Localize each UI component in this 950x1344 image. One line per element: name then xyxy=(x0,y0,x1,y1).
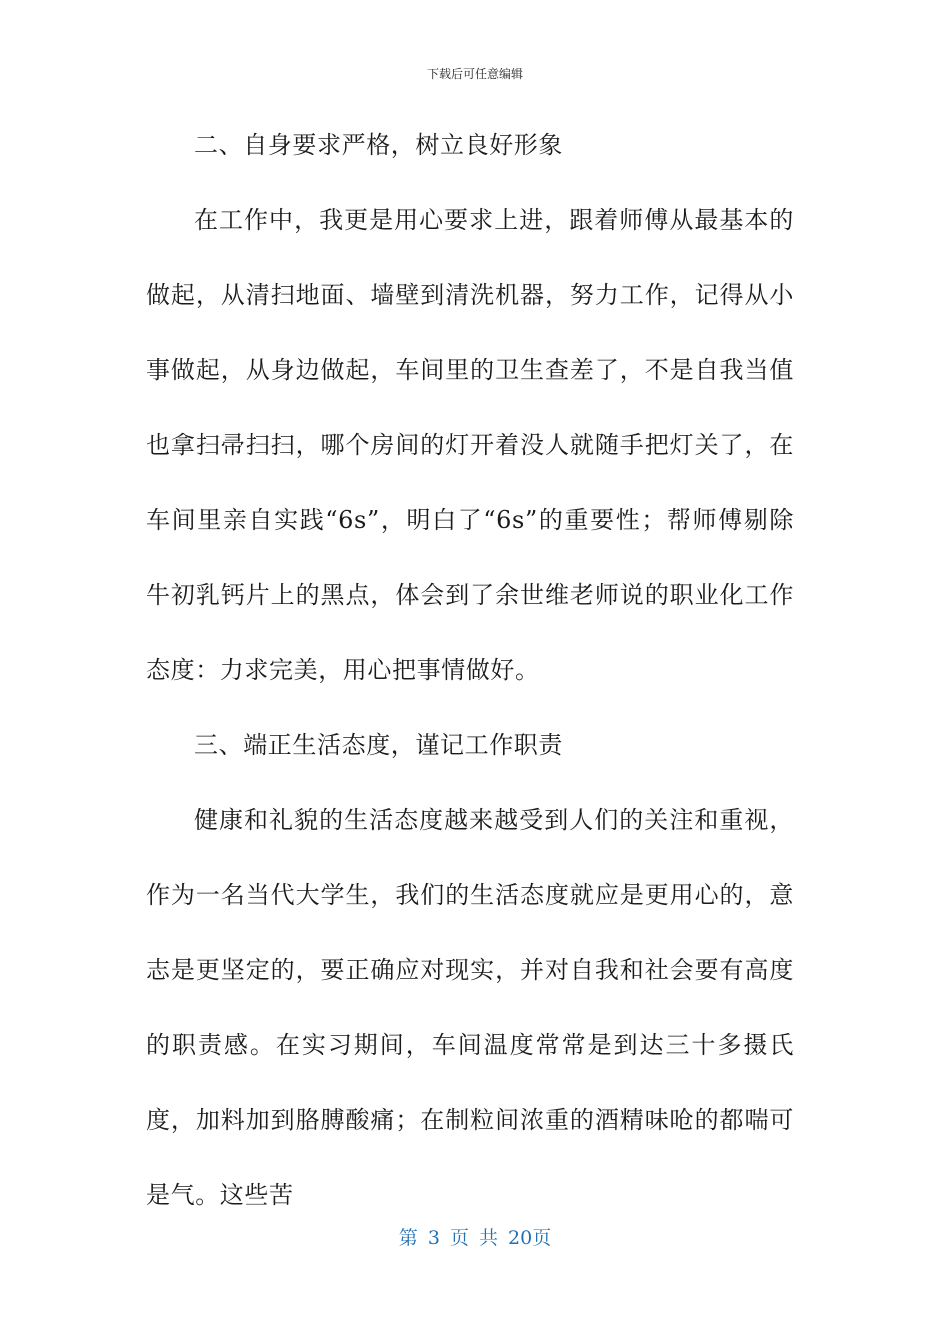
body-paragraph-1: 在工作中，我更是用心要求上进，跟着师傅从最基本的做起，从清扫地面、墙壁到清洗机器，努力工作，记得从小事做起，从身边做起，车间里的卫生查差了，不是自我当值也拿扫帚扫扫，哪个房间的灯开着没人就随手把灯关了，在车间里亲自实践“6s”，明白了“6s”的重要性；帮师傅剔除牛初乳钙片上的黑点，体会到了余世维老师说的职业化工作态度：力求完美，用心把事情做好。 xyxy=(146,206,794,684)
page-header-note: 下载后可任意编辑 xyxy=(426,67,523,81)
section-heading-2: 二、自身要求严格，树立良好形象 xyxy=(194,131,563,159)
section-heading-3: 三、端正生活态度，谨记工作职责 xyxy=(194,731,563,759)
body-paragraph-2: 健康和礼貌的生活态度越来越受到人们的关注和重视，作为一名当代大学生，我们的生活态度就应是更用心的，意志是更坚定的，要正确应对现实，并对自我和社会要有高度的职责感。在实习期间，车间温度常常是到达三十多摄氏度，加料加到胳膊酸痛；在制粒间浓重的酒精味呛的都喘可是气。这些苦 xyxy=(146,806,794,1209)
page-number-footer: 第 3 页 共 20页 xyxy=(398,1227,552,1249)
